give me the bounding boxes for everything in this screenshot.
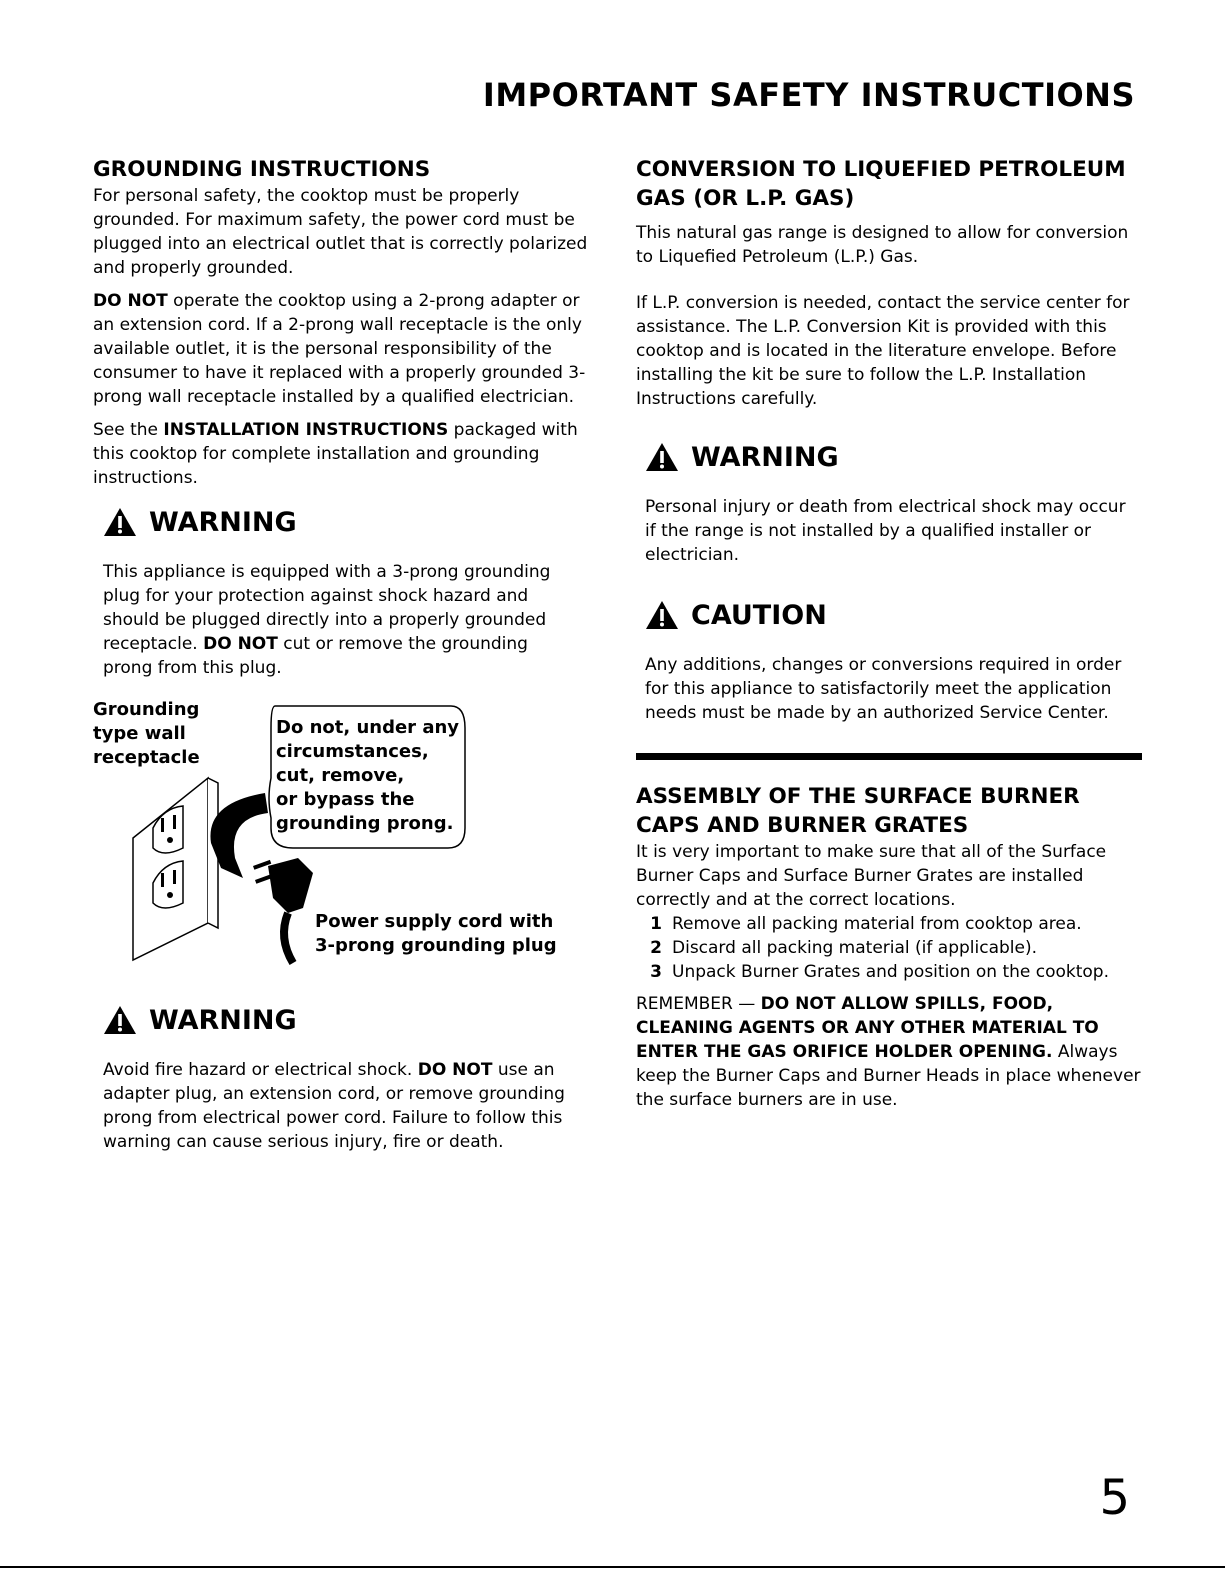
warning-label-1: WARNING [149, 506, 297, 538]
installation-instructions-text: INSTALLATION INSTRUCTIONS [163, 420, 449, 440]
grounding-section [93, 155, 605, 490]
remember-bold: DO NOT ALLOW SPILLS, FOOD, CLEANING AGENTS OR ANY OTHER MATERIAL TO ENTER THE GAS ORIFICE HOLDER OPENING. [636, 994, 1099, 1062]
grounding-p3-b: packaged with this cooktop for complete installation and grounding instructions. [93, 420, 578, 488]
do-not-text: DO NOT [93, 291, 168, 311]
grounding-p3 [93, 418, 605, 490]
warning2-text-a: Avoid fire hazard or electrical shock. [103, 1060, 418, 1080]
warning-box-2 [103, 1004, 593, 1154]
warning-heading-3 [645, 441, 1135, 473]
callout-text: Do not, under any circumstances, cut, remove, or bypass the grounding prong. [276, 717, 460, 834]
assembly-steps [636, 912, 1146, 984]
assembly-intro: It is very important to make sure that all of the Surface Burner Caps and Surface Burner Grates are installed correctly and at the correct locations. [636, 842, 1107, 910]
remember-label: REMEMBER — [636, 994, 761, 1014]
page-title: IMPORTANT SAFETY INSTRUCTIONS [482, 76, 1135, 114]
conversion-section [636, 155, 1146, 411]
assembly-heading: ASSEMBLY OF THE SURFACE BURNER CAPS AND BURNER GRATES [636, 784, 1080, 838]
caution-box [645, 599, 1140, 725]
caution-heading [645, 599, 1140, 631]
step-text: Remove all packing material from cooktop area. [672, 914, 1082, 934]
assembly-step [636, 960, 1146, 984]
warning-triangle-icon [103, 506, 137, 538]
assembly-step [636, 912, 1146, 936]
step-number: 2 [650, 938, 662, 958]
warning-text-3: Personal injury or death from electrical shock may occur if the range is not installed by a qualified installer or electrician. [645, 497, 1126, 565]
grounding-p3-a: See the [93, 420, 164, 440]
warning-box-1 [103, 506, 573, 680]
warning-triangle-icon [103, 1004, 137, 1036]
conversion-p1: This natural gas range is designed to allow for conversion to Liquefied Petroleum (L.P.) Gas. [636, 223, 1129, 267]
warning-triangle-icon [645, 599, 679, 631]
grounding-figure [93, 698, 573, 978]
grounding-p2 [93, 289, 605, 409]
warning-text-1 [103, 560, 573, 680]
caution-label: CAUTION [691, 599, 827, 631]
warning1-text-a: This appliance is equipped with a 3-prong grounding plug for your protection against shock hazard and should be plugged directly into a properly grounded receptacle. [103, 562, 551, 654]
warning-triangle-icon [645, 441, 679, 473]
assembly-section [636, 782, 1146, 1112]
section-divider [636, 753, 1142, 760]
warning-heading-2 [103, 1004, 593, 1036]
grounding-p1: For personal safety, the cooktop must be properly grounded. For maximum safety, the power cord must be plugged into an electrical outlet that is correctly polarized and properly grounded. [93, 186, 588, 278]
bottom-rule [0, 1566, 1225, 1568]
warning-label-2: WARNING [149, 1004, 297, 1036]
page-number: 5 [1099, 1470, 1130, 1526]
caution-text: Any additions, changes or conversions required in order for this appliance to satisfactorily meet the application needs must be made by an authorized Service Center. [645, 655, 1122, 723]
warning1-do-not: DO NOT [203, 634, 278, 654]
step-text: Unpack Burner Grates and position on the cooktop. [672, 962, 1110, 982]
receptacle-label: Grounding type wall receptacle [93, 699, 200, 768]
warning-heading-1 [103, 506, 573, 538]
warning-box-3 [645, 441, 1135, 567]
cord-label: Power supply cord with 3-prong grounding plug [315, 911, 557, 956]
remember-rest: Always keep the Burner Caps and Burner Heads in place whenever the surface burners are in use. [636, 1042, 1141, 1110]
warning1-text-b: cut or remove the grounding prong from this plug. [103, 634, 528, 678]
conversion-p2: If L.P. conversion is needed, contact the service center for assistance. The L.P. Conversion Kit is provided with this cooktop and is located in the literature envelope. Before installing the kit be sure to follow the L.P. Installation Instructions carefully. [636, 293, 1130, 409]
warning2-text-b: use an adapter plug, an extension cord, or remove grounding prong from electrical power cord. Failure to follow this warning can cause serious injury, fire or death. [103, 1060, 565, 1152]
warning-label-3: WARNING [691, 441, 839, 473]
grounding-p2-text: operate the cooktop using a 2-prong adapter or an extension cord. If a 2-prong wall receptacle is the only available outlet, it is the personal responsibility of the consumer to have it replaced with a properly grounded 3-prong wall receptacle installed by a qualified electrician. [93, 291, 586, 407]
conversion-heading: CONVERSION TO LIQUEFIED PETROLEUM GAS (OR L.P. GAS) [636, 157, 1126, 211]
warning2-do-not: DO NOT [417, 1060, 493, 1080]
warning-text-2 [103, 1058, 593, 1154]
remember-note [636, 992, 1146, 1112]
step-number: 1 [650, 914, 662, 934]
grounding-heading: GROUNDING INSTRUCTIONS [93, 157, 431, 182]
assembly-step [636, 936, 1146, 960]
step-number: 3 [650, 962, 662, 982]
step-text: Discard all packing material (if applicable). [672, 938, 1038, 958]
